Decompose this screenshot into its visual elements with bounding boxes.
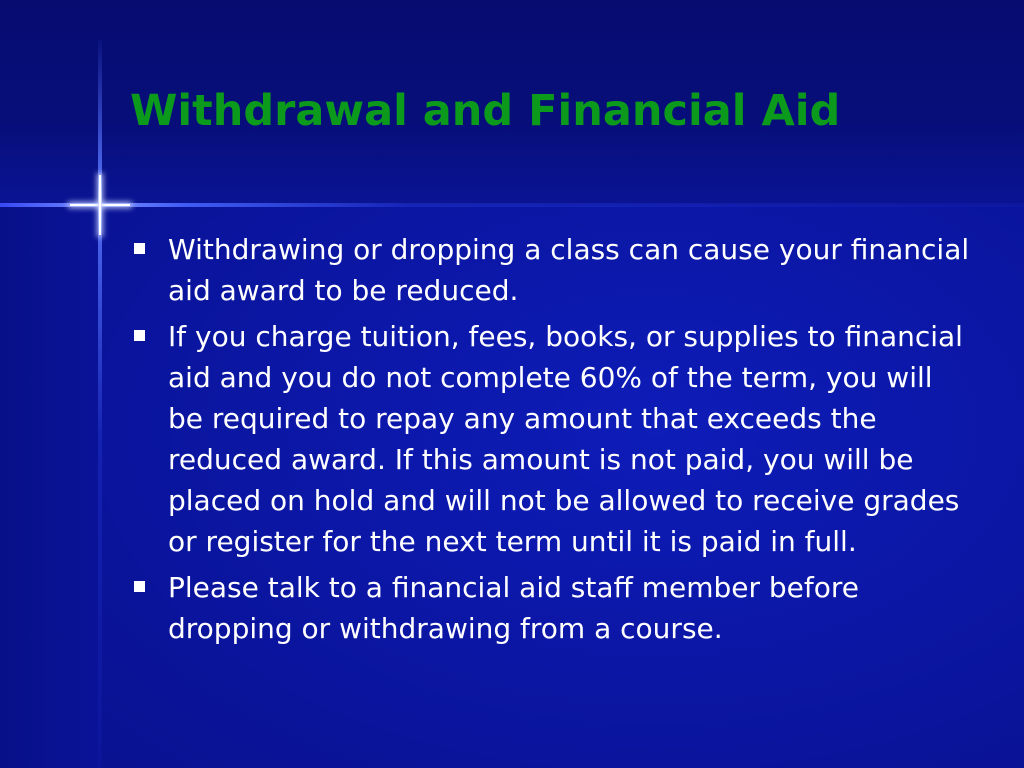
slide-title: Withdrawal and Financial Aid [130,86,841,136]
bullet-text: Withdrawing or dropping a class can cause your financial aid award to be reduced. [168,233,970,307]
bullet-list [132,229,972,654]
vertical-accent-line [98,40,102,768]
horizontal-accent-line [0,203,1024,207]
bullet-item [132,316,972,562]
sparkle-icon [100,205,101,206]
square-bullet-icon [134,330,145,341]
square-bullet-icon [134,581,145,592]
left-band [0,205,100,768]
bullet-item [132,229,972,311]
bullet-item [132,567,972,649]
bullet-text: Please talk to a financial aid staff member before dropping or withdrawing from a course. [168,571,859,645]
bullet-text: If you charge tuition, fees, books, or supplies to financial aid and you do not complete 60% of the term, you will be required to repay any amount that exceeds the reduced award. If this amount is not paid, you will be placed on hold and will not be allowed to receive grades or register for the next term until it is paid in full. [168,320,963,558]
square-bullet-icon [134,243,145,254]
